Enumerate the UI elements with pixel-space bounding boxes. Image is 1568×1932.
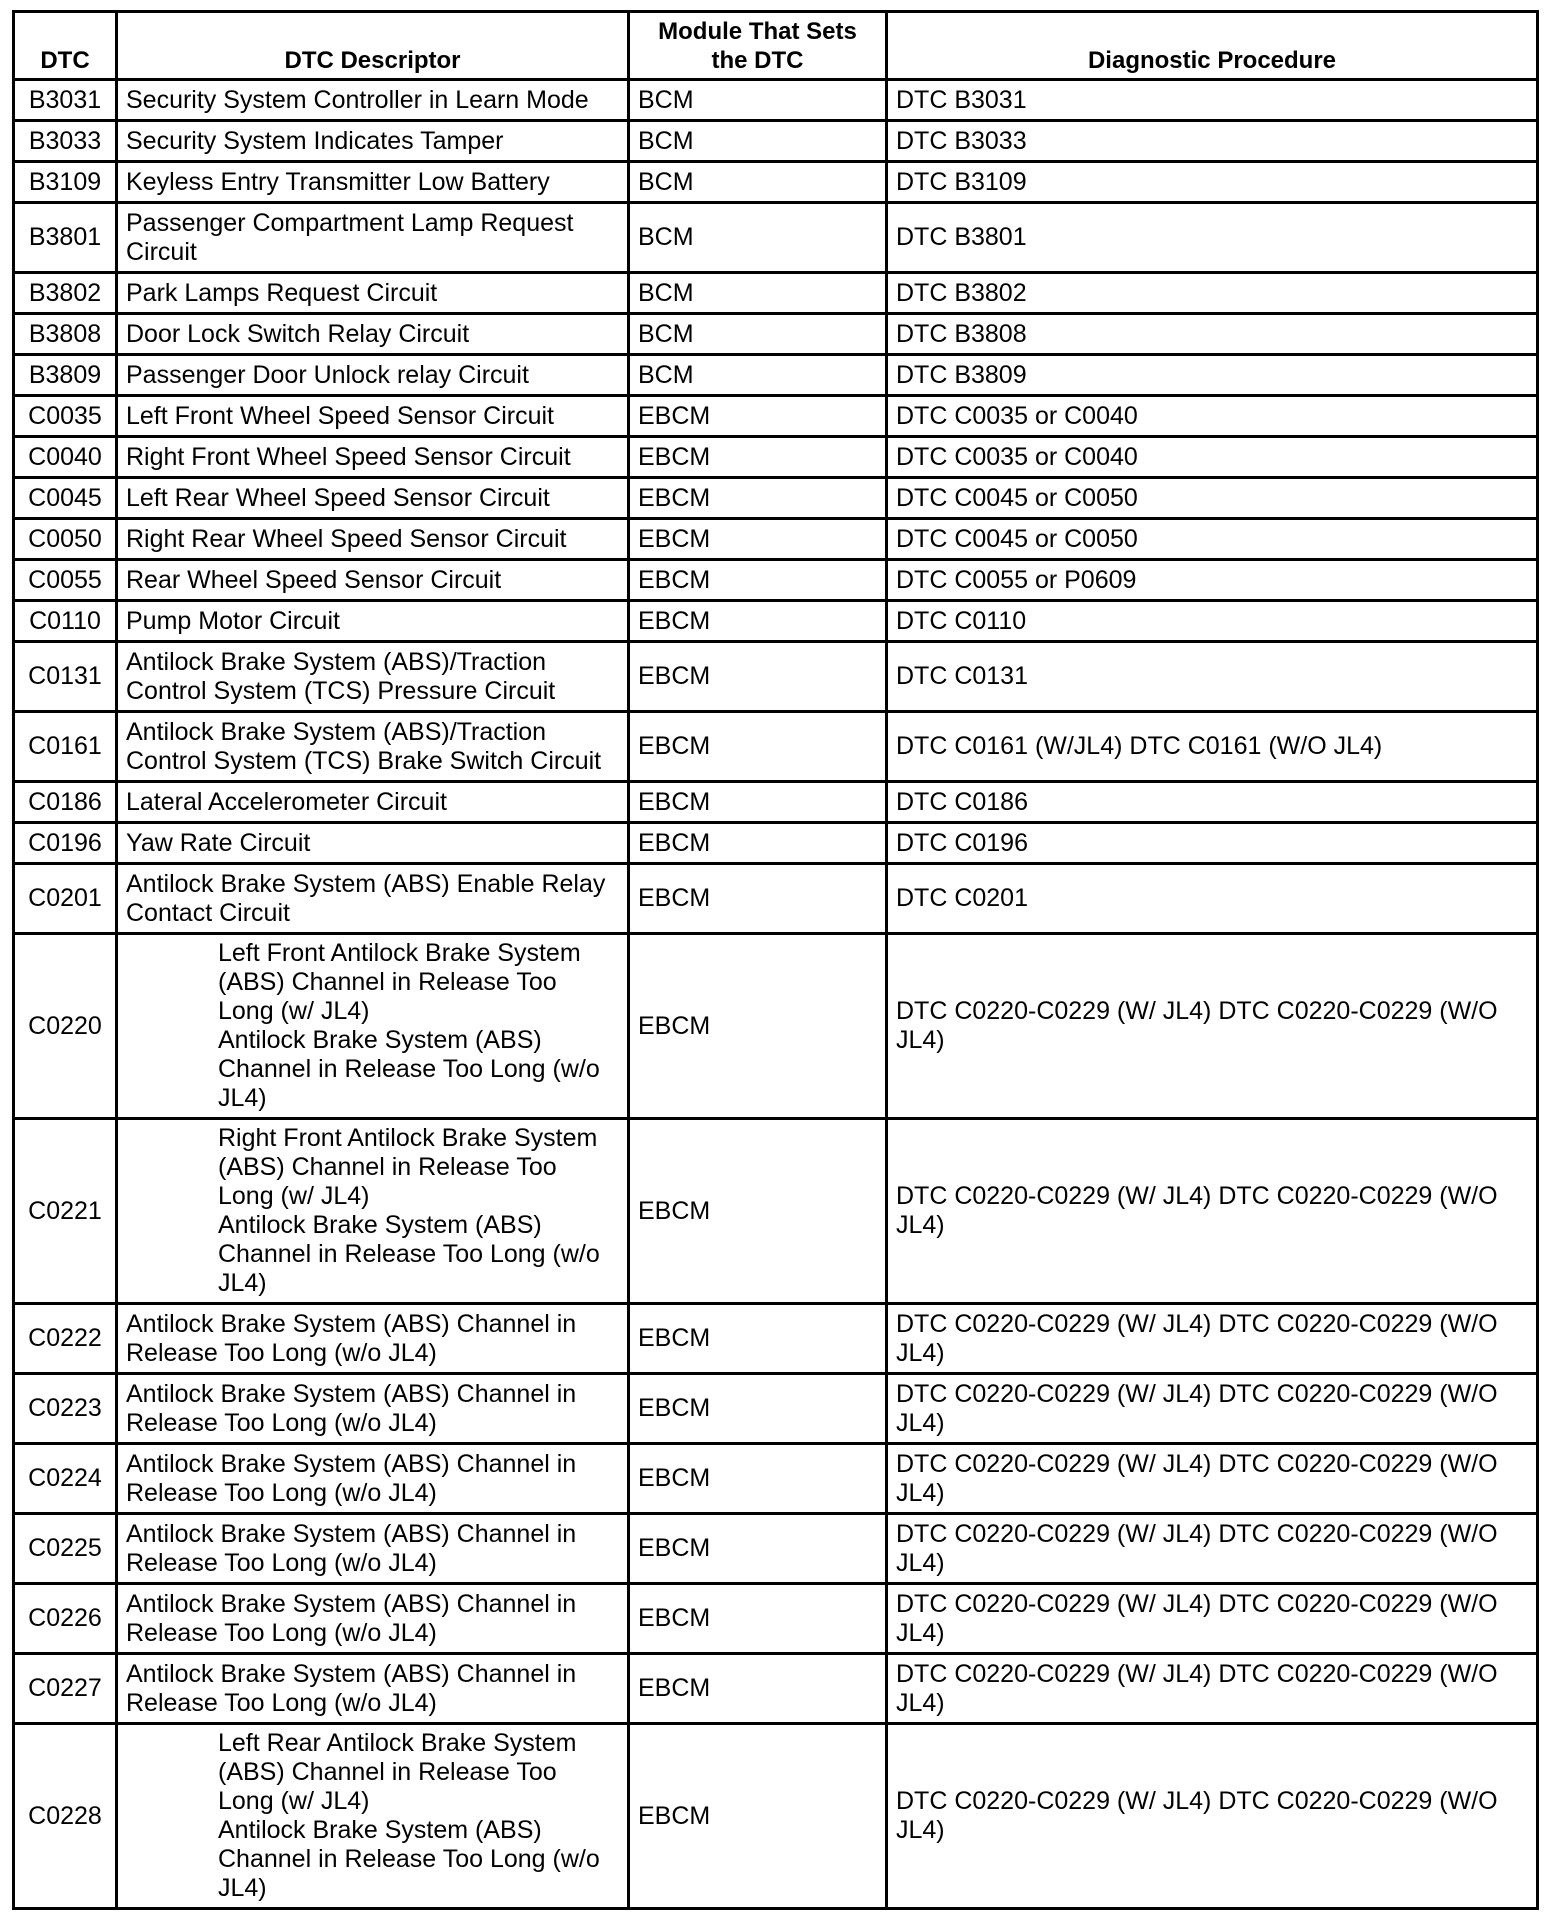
cell-dtc: C0224	[14, 1444, 117, 1514]
cell-descriptor: Antilock Brake System (ABS) Channel in Release Too Long (w/o JL4)	[117, 1514, 629, 1584]
header-row	[14, 12, 1538, 80]
table-row	[14, 1119, 1538, 1304]
cell-module: EBCM	[629, 712, 887, 782]
cell-procedure: DTC C0196	[887, 823, 1538, 864]
table-row	[14, 273, 1538, 314]
dtc-table	[12, 10, 1539, 1910]
cell-module: EBCM	[629, 934, 887, 1119]
cell-module: EBCM	[629, 642, 887, 712]
cell-dtc: C0035	[14, 396, 117, 437]
table-row	[14, 519, 1538, 560]
cell-module: EBCM	[629, 437, 887, 478]
table-row	[14, 1724, 1538, 1909]
table-row	[14, 80, 1538, 121]
cell-module: EBCM	[629, 1119, 887, 1304]
table-row	[14, 864, 1538, 934]
cell-module: BCM	[629, 203, 887, 273]
cell-descriptor: Antilock Brake System (ABS) Channel in Release Too Long (w/o JL4)	[117, 1444, 629, 1514]
cell-procedure: DTC B3109	[887, 162, 1538, 203]
table-row	[14, 314, 1538, 355]
cell-descriptor: Antilock Brake System (ABS) Channel in Release Too Long (w/o JL4)	[117, 1374, 629, 1444]
cell-dtc: C0223	[14, 1374, 117, 1444]
cell-descriptor: Antilock Brake System (ABS) Enable Relay Contact Circuit	[117, 864, 629, 934]
cell-dtc: C0201	[14, 864, 117, 934]
cell-procedure: DTC C0045 or C0050	[887, 519, 1538, 560]
cell-module: EBCM	[629, 601, 887, 642]
cell-dtc: C0161	[14, 712, 117, 782]
cell-module: EBCM	[629, 1654, 887, 1724]
table-row	[14, 162, 1538, 203]
cell-dtc: C0226	[14, 1584, 117, 1654]
table-row	[14, 478, 1538, 519]
cell-descriptor: Yaw Rate Circuit	[117, 823, 629, 864]
descriptor-without-jl4: Antilock Brake System (ABS) Channel in Release Too Long (w/o JL4)	[218, 1211, 600, 1297]
cell-procedure: DTC C0220-C0229 (W/ JL4) DTC C0220-C0229 (W/O JL4)	[887, 1444, 1538, 1514]
cell-procedure: DTC C0035 or C0040	[887, 396, 1538, 437]
cell-descriptor: Antilock Brake System (ABS)/Traction Control System (TCS) Brake Switch Circuit	[117, 712, 629, 782]
table-row	[14, 782, 1538, 823]
descriptor-with-jl4: Left Front Antilock Brake System (ABS) Channel in Release Too Long (w/ JL4)	[218, 939, 581, 1025]
cell-module: BCM	[629, 162, 887, 203]
cell-module: EBCM	[629, 1304, 887, 1374]
cell-procedure: DTC C0220-C0229 (W/ JL4) DTC C0220-C0229 (W/O JL4)	[887, 1654, 1538, 1724]
table-row	[14, 121, 1538, 162]
cell-dtc: B3801	[14, 203, 117, 273]
cell-module: EBCM	[629, 396, 887, 437]
cell-procedure: DTC C0201	[887, 864, 1538, 934]
cell-descriptor: Antilock Brake System (ABS) Channel in Release Too Long (w/o JL4)	[117, 1304, 629, 1374]
cell-module: BCM	[629, 80, 887, 121]
descriptor-with-jl4: Right Front Antilock Brake System (ABS) Channel in Release Too Long (w/ JL4)	[218, 1124, 598, 1210]
cell-dtc: C0050	[14, 519, 117, 560]
cell-descriptor: Lateral Accelerometer Circuit	[117, 782, 629, 823]
cell-procedure: DTC B3802	[887, 273, 1538, 314]
descriptor-with-jl4: Left Rear Antilock Brake System (ABS) Channel in Release Too Long (w/ JL4)	[218, 1729, 577, 1815]
cell-module: EBCM	[629, 1584, 887, 1654]
cell-procedure: DTC C0220-C0229 (W/ JL4) DTC C0220-C0229 (W/O JL4)	[887, 934, 1538, 1119]
cell-descriptor: Passenger Door Unlock relay Circuit	[117, 355, 629, 396]
cell-procedure: DTC C0220-C0229 (W/ JL4) DTC C0220-C0229 (W/O JL4)	[887, 1119, 1538, 1304]
cell-descriptor: Left Front Wheel Speed Sensor Circuit	[117, 396, 629, 437]
cell-module: EBCM	[629, 823, 887, 864]
cell-procedure: DTC B3801	[887, 203, 1538, 273]
cell-dtc: C0228	[14, 1724, 117, 1909]
cell-procedure: DTC C0220-C0229 (W/ JL4) DTC C0220-C0229 (W/O JL4)	[887, 1584, 1538, 1654]
cell-descriptor: Security System Controller in Learn Mode	[117, 80, 629, 121]
cell-module: BCM	[629, 314, 887, 355]
cell-dtc: B3031	[14, 80, 117, 121]
cell-module: BCM	[629, 121, 887, 162]
table-row	[14, 934, 1538, 1119]
table-row	[14, 712, 1538, 782]
cell-descriptor: Left Rear Wheel Speed Sensor Circuit	[117, 478, 629, 519]
cell-module: EBCM	[629, 864, 887, 934]
cell-procedure: DTC C0220-C0229 (W/ JL4) DTC C0220-C0229 (W/O JL4)	[887, 1514, 1538, 1584]
cell-descriptor: Antilock Brake System (ABS)/Traction Control System (TCS) Pressure Circuit	[117, 642, 629, 712]
cell-dtc: B3809	[14, 355, 117, 396]
cell-module: EBCM	[629, 1724, 887, 1909]
cell-module: EBCM	[629, 1514, 887, 1584]
table-row	[14, 1584, 1538, 1654]
cell-dtc: B3808	[14, 314, 117, 355]
cell-procedure: DTC C0220-C0229 (W/ JL4) DTC C0220-C0229 (W/O JL4)	[887, 1304, 1538, 1374]
cell-module: EBCM	[629, 478, 887, 519]
cell-descriptor: Keyless Entry Transmitter Low Battery	[117, 162, 629, 203]
cell-descriptor	[117, 934, 629, 1119]
cell-dtc: C0110	[14, 601, 117, 642]
table-row	[14, 823, 1538, 864]
cell-module: BCM	[629, 273, 887, 314]
cell-dtc: C0227	[14, 1654, 117, 1724]
table-row	[14, 396, 1538, 437]
cell-descriptor: Right Front Wheel Speed Sensor Circuit	[117, 437, 629, 478]
cell-procedure: DTC C0110	[887, 601, 1538, 642]
cell-module: EBCM	[629, 1374, 887, 1444]
cell-procedure: DTC B3031	[887, 80, 1538, 121]
cell-procedure: DTC B3809	[887, 355, 1538, 396]
cell-dtc: B3033	[14, 121, 117, 162]
cell-dtc: C0045	[14, 478, 117, 519]
cell-descriptor: Rear Wheel Speed Sensor Circuit	[117, 560, 629, 601]
table-row	[14, 1654, 1538, 1724]
cell-descriptor: Antilock Brake System (ABS) Channel in Release Too Long (w/o JL4)	[117, 1584, 629, 1654]
cell-descriptor	[117, 1119, 629, 1304]
cell-dtc: C0186	[14, 782, 117, 823]
cell-procedure: DTC C0161 (W/JL4) DTC C0161 (W/O JL4)	[887, 712, 1538, 782]
table-row	[14, 601, 1538, 642]
cell-procedure: DTC B3033	[887, 121, 1538, 162]
cell-dtc: C0220	[14, 934, 117, 1119]
cell-descriptor: Park Lamps Request Circuit	[117, 273, 629, 314]
cell-module: BCM	[629, 355, 887, 396]
cell-module: EBCM	[629, 519, 887, 560]
cell-dtc: B3802	[14, 273, 117, 314]
cell-dtc: C0196	[14, 823, 117, 864]
header-procedure: Diagnostic Procedure	[887, 12, 1538, 80]
cell-procedure: DTC C0131	[887, 642, 1538, 712]
dtc-table-page	[12, 10, 1536, 1910]
header-dtc: DTC	[14, 12, 117, 80]
cell-descriptor: Right Rear Wheel Speed Sensor Circuit	[117, 519, 629, 560]
cell-descriptor: Door Lock Switch Relay Circuit	[117, 314, 629, 355]
cell-dtc: C0222	[14, 1304, 117, 1374]
descriptor-without-jl4: Antilock Brake System (ABS) Channel in Release Too Long (w/o JL4)	[218, 1816, 600, 1902]
cell-dtc: C0040	[14, 437, 117, 478]
cell-descriptor: Security System Indicates Tamper	[117, 121, 629, 162]
cell-descriptor: Pump Motor Circuit	[117, 601, 629, 642]
header-descriptor: DTC Descriptor	[117, 12, 629, 80]
cell-module: EBCM	[629, 1444, 887, 1514]
cell-procedure: DTC C0220-C0229 (W/ JL4) DTC C0220-C0229 (W/O JL4)	[887, 1374, 1538, 1444]
cell-module: EBCM	[629, 560, 887, 601]
cell-dtc: C0221	[14, 1119, 117, 1304]
cell-procedure: DTC C0035 or C0040	[887, 437, 1538, 478]
table-row	[14, 355, 1538, 396]
table-row	[14, 437, 1538, 478]
cell-descriptor: Antilock Brake System (ABS) Channel in Release Too Long (w/o JL4)	[117, 1654, 629, 1724]
cell-dtc: B3109	[14, 162, 117, 203]
cell-dtc: C0055	[14, 560, 117, 601]
cell-descriptor	[117, 1724, 629, 1909]
table-row	[14, 1514, 1538, 1584]
cell-procedure: DTC C0186	[887, 782, 1538, 823]
cell-procedure: DTC C0045 or C0050	[887, 478, 1538, 519]
cell-descriptor: Passenger Compartment Lamp Request Circuit	[117, 203, 629, 273]
cell-dtc: C0225	[14, 1514, 117, 1584]
table-row	[14, 560, 1538, 601]
descriptor-without-jl4: Antilock Brake System (ABS) Channel in Release Too Long (w/o JL4)	[218, 1026, 600, 1112]
header-module: Module That Sets the DTC	[629, 12, 887, 80]
cell-procedure: DTC B3808	[887, 314, 1538, 355]
table-row	[14, 642, 1538, 712]
table-row	[14, 1304, 1538, 1374]
table-row	[14, 203, 1538, 273]
table-row	[14, 1444, 1538, 1514]
cell-procedure: DTC C0055 or P0609	[887, 560, 1538, 601]
cell-dtc: C0131	[14, 642, 117, 712]
cell-procedure: DTC C0220-C0229 (W/ JL4) DTC C0220-C0229 (W/O JL4)	[887, 1724, 1538, 1909]
table-row	[14, 1374, 1538, 1444]
cell-module: EBCM	[629, 782, 887, 823]
